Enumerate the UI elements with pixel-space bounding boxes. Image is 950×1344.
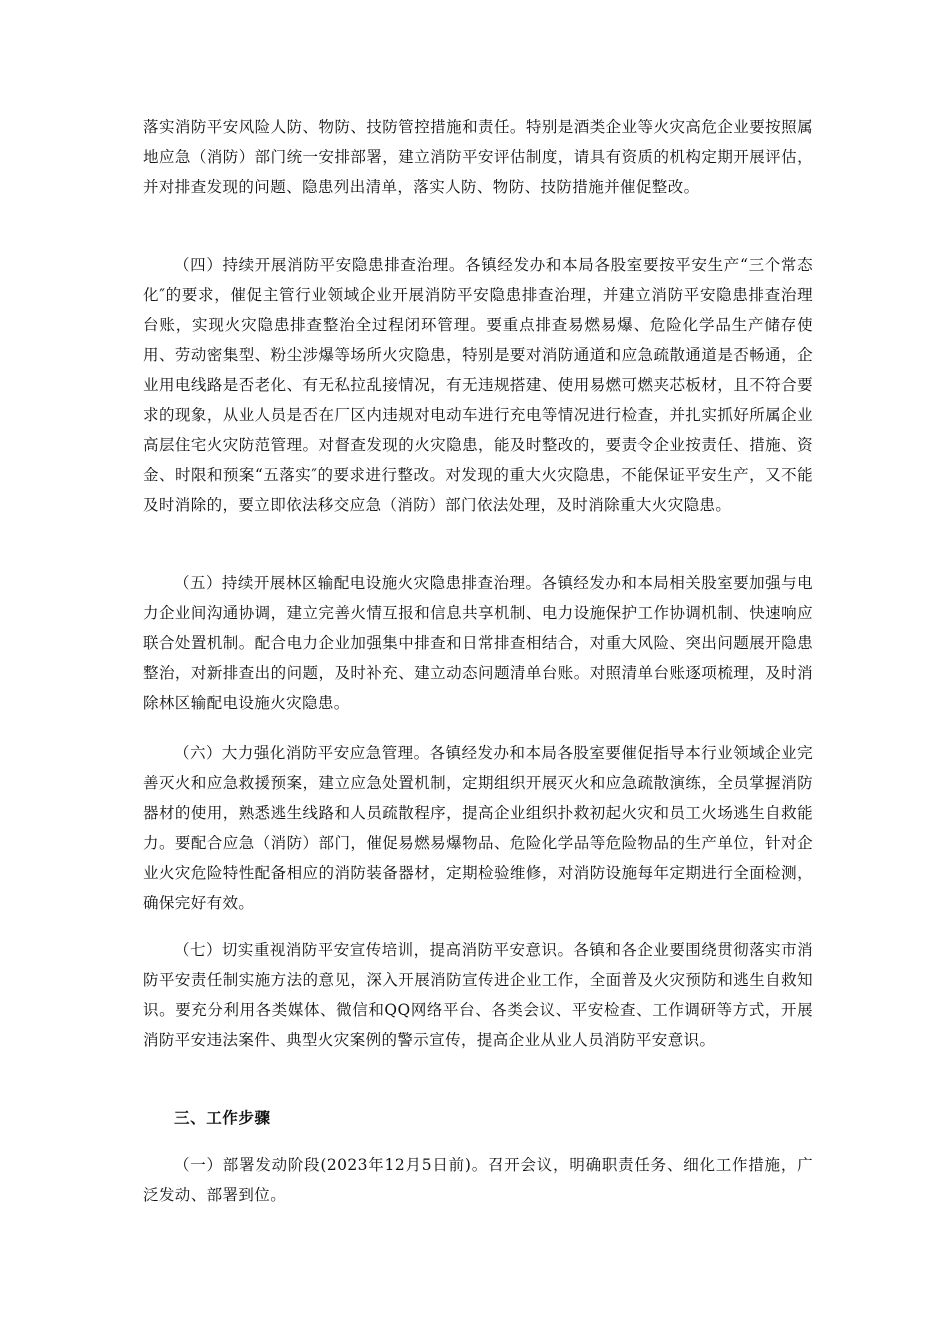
paragraph-deployment-stage: （一）部署发动阶段(2023年12月5日前)。召开会议，明确职责任务、细化工作措施，广泛发动、部署到位。 [143,1156,813,1204]
paragraph-forest-power-facilities: （五）持续开展林区输配电设施火灾隐患排查治理。各镇经发办和本局相关股室要加强与电力企业间沟通协调，建立完善火情互报和信息共享机制、电力设施保护工作协调机制、快速响应联合处置机制。配合电力企业加强集中排查和日常排查相结合，对重大风险、突出问题展开隐患整治，对新排查出的问题，及时补充、建立动态问题清单台账。对照清单台账逐项梳理，及时消除林区输配电设施火灾隐患。 [143,574,813,712]
paragraph-emergency-management: （六）大力强化消防平安应急管理。各镇经发办和本局各股室要催促指导本行业领域企业完善灭火和应急救援预案，建立应急处置机制，定期组织开展灭火和应急疏散演练，全员掌握消防器材的使用，熟悉逃生线路和人员疏散程序，提高企业组织扑救初起火灾和员工火场逃生自救能力。要配合应急（消防）部门，催促易燃易爆物品、危险化学品等危险物品的生产单位，针对企业火灾危险特性配备相应的消防装备器材，定期检验维修，对消防设施每年定期进行全面检测，确保完好有效。 [143,744,813,912]
paragraph-risk-control-continuation: 落实消防平安风险人防、物防、技防管控措施和责任。特别是酒类企业等火灾高危企业要按照属地应急（消防）部门统一安排部署，建立消防平安评估制度，请具有资质的机构定期开展评估，并对排查发现的问题、隐患列出清单，落实人防、物防、技防措施并催促整改。 [143,118,813,196]
paragraph-publicity-training: （七）切实重视消防平安宣传培训，提高消防平安意识。各镇和各企业要围绕贯彻落实市消防平安责任制实施方法的意见，深入开展消防宣传进企业工作，全面普及火灾预防和逃生自救知识。要充分利用各类媒体、微信和QQ网络平台、各类会议、平安检查、工作调研等方式，开展消防平安违法案件、典型火灾案例的警示宣传，提高企业从业人员消防平安意识。 [143,941,813,1049]
paragraph-hazard-inspection: （四）持续开展消防平安隐患排查治理。各镇经发办和本局各股室要按平安生产“三个常态化″的要求，催促主管行业领域企业开展消防平安隐患排查治理，并建立消防平安隐患排查治理台账，实现火灾隐患排查整治全过程闭环管理。要重点排查易燃易爆、危险化学品生产储存使用、劳动密集型、粉尘涉爆等场所火灾隐患，特别是要对消防通道和应急疏散通道是否畅通，企业用电线路是否老化、有无私拉乱接情况，有无违规搭建、使用易燃可燃夹芯板材，且不符合要求的现象，从业人员是否在厂区内违规对电动车进行充电等情况进行检查，并扎实抓好所属企业高层住宅火灾防范管理。对督查发现的火灾隐患，能及时整改的，要责令企业按责任、措施、资金、时限和预案“五落实″的要求进行整改。对发现的重大火灾隐患，不能保证平安生产，又不能及时消除的，要立即依法移交应急（消防）部门依法处理，及时消除重大火灾隐患。 [143,256,813,514]
section-heading-work-steps: 三、工作步骤 [174,1109,271,1127]
